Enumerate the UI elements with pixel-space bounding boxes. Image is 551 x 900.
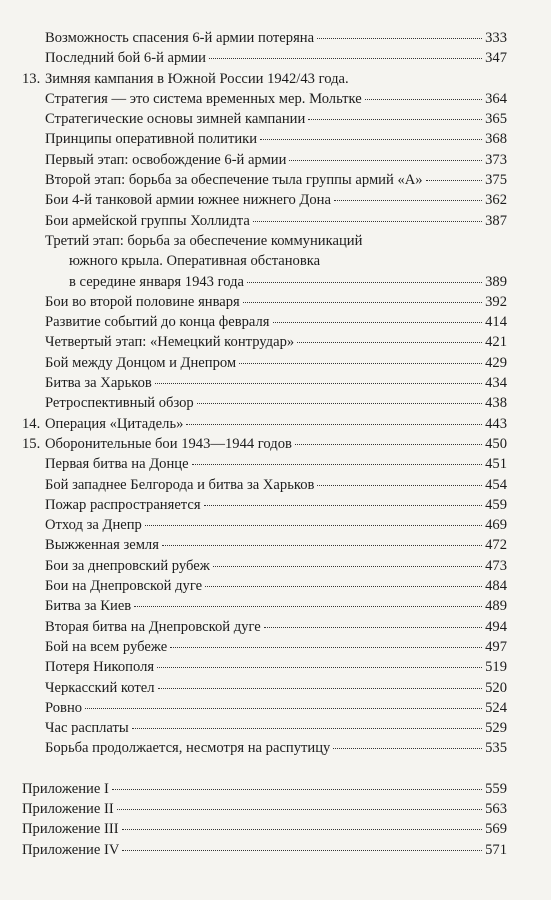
toc-entry-page: 524 <box>485 699 507 716</box>
dot-leader <box>170 647 482 648</box>
chapter-13-heading[interactable] <box>22 69 507 89</box>
toc-entry-page: 375 <box>485 172 507 189</box>
toc-entry[interactable] <box>22 637 507 657</box>
toc-entry-page: 429 <box>485 354 507 371</box>
toc-entry[interactable] <box>22 738 507 758</box>
toc-entry-label: Отход за Днепр <box>45 517 142 534</box>
toc-entry-page: 389 <box>485 273 507 290</box>
chapter-page: 450 <box>485 435 507 452</box>
toc-entry-page: 392 <box>485 293 507 310</box>
dot-leader <box>157 667 482 668</box>
chapter-title: Оборонительные бои 1943—1944 годов <box>45 435 292 452</box>
toc-entry-label-line-1: Третий этап: борьба за обеспечение коммуникаций <box>45 232 363 249</box>
toc-entry[interactable] <box>22 495 507 515</box>
dot-leader <box>134 606 482 607</box>
chapter-title: Зимняя кампания в Южной России 1942/43 года. <box>45 70 349 87</box>
toc-entry-label: Бои на Днепровской дуге <box>45 578 203 595</box>
toc-entry[interactable] <box>22 211 507 231</box>
dot-leader <box>192 464 483 465</box>
dot-leader <box>162 545 482 546</box>
toc-entry-label: Первый этап: освобождение 6-й армии <box>45 151 287 168</box>
toc-entry-page: 438 <box>485 395 507 412</box>
toc-entry-label: Потеря Никополя <box>45 659 155 676</box>
toc-entry[interactable] <box>22 556 507 576</box>
toc-entry[interactable] <box>22 190 507 210</box>
toc-entry-label: Бой между Донцом и Днепром <box>45 354 237 371</box>
dot-leader <box>145 525 482 526</box>
dot-leader <box>260 139 482 140</box>
dot-leader <box>264 627 482 628</box>
toc-entry-label: Развитие событий до конца февраля <box>45 314 270 331</box>
dot-leader <box>308 119 482 120</box>
toc-entry-page: 529 <box>485 720 507 737</box>
toc-entry-label: Вторая битва на Днепровской дуге <box>45 618 261 635</box>
toc-entry-label-line-2: южного крыла. Оперативная обстановка <box>69 253 321 270</box>
toc-entry[interactable] <box>22 170 507 190</box>
toc-entry-page: 365 <box>485 111 507 128</box>
toc-entry-label: Бои за днепровский рубеж <box>45 557 210 574</box>
toc-appendix[interactable] <box>22 779 507 799</box>
toc-entry-page: 364 <box>485 90 507 107</box>
toc-entry-page: 387 <box>485 212 507 229</box>
dot-leader <box>112 789 482 790</box>
toc-entry-label: Бои 4-й танковой армии южнее нижнего Дона <box>45 192 331 209</box>
toc-entry-label: Стратегия — это система временных мер. Мольтке <box>45 90 362 107</box>
toc-entry-page: 569 <box>485 821 507 838</box>
toc-entry-page: 559 <box>485 780 507 797</box>
dot-leader <box>243 302 482 303</box>
dot-leader <box>317 38 482 39</box>
toc-entry-page: 421 <box>485 334 507 351</box>
toc-entry-page: 373 <box>485 151 507 168</box>
toc-entry-page: 519 <box>485 659 507 676</box>
toc-entry[interactable] <box>22 393 507 413</box>
chapter-page: 443 <box>485 415 507 432</box>
toc-entry-label: Ретроспективный обзор <box>45 395 194 412</box>
toc-entry[interactable] <box>22 312 507 332</box>
toc-entry-page: 563 <box>485 800 507 817</box>
toc-entry[interactable] <box>22 150 507 170</box>
toc-entry-page: 459 <box>485 496 507 513</box>
toc-entry-label: Приложение IV <box>22 841 120 858</box>
toc-entry-page: 494 <box>485 618 507 635</box>
toc-entry-page: 469 <box>485 517 507 534</box>
toc-entry-label: Битва за Харьков <box>45 375 152 392</box>
toc-entry-label: Последний бой 6-й армии <box>45 50 206 67</box>
chapter-number: 14. <box>22 415 41 432</box>
toc-entry-label: Приложение III <box>22 821 119 838</box>
toc-entry-label: Бой на всем рубеже <box>45 638 168 655</box>
dot-leader <box>117 809 482 810</box>
toc-appendix[interactable] <box>22 799 507 819</box>
dot-leader <box>253 221 482 222</box>
toc-entry[interactable] <box>22 657 507 677</box>
toc-entry-page: 571 <box>485 841 507 858</box>
table-of-contents <box>22 28 507 860</box>
toc-entry-page: 489 <box>485 598 507 615</box>
toc-entry-label: Четвертый этап: «Немецкий контрудар» <box>45 334 295 351</box>
toc-entry-page: 535 <box>485 740 507 757</box>
dot-leader <box>158 688 483 689</box>
toc-entry-label: Бои во второй половине января <box>45 293 240 310</box>
toc-entry-page: 451 <box>485 456 507 473</box>
toc-entry[interactable] <box>22 332 507 352</box>
toc-entry[interactable] <box>22 109 507 129</box>
toc-entry-label: Приложение II <box>22 800 114 817</box>
dot-leader <box>122 829 483 830</box>
toc-entry-label: Борьба продолжается, несмотря на распутицу <box>45 740 331 757</box>
dot-leader <box>273 322 483 323</box>
dot-leader <box>297 342 482 343</box>
dot-leader <box>317 485 482 486</box>
toc-appendix[interactable] <box>22 840 507 860</box>
toc-entry-label: Принципы оперативной политики <box>45 131 258 148</box>
toc-entry-label: Возможность спасения 6-й армии потеряна <box>45 30 315 46</box>
chapter-15-heading[interactable] <box>22 434 507 454</box>
dot-leader <box>155 383 482 384</box>
dot-leader <box>239 363 482 364</box>
toc-entry[interactable] <box>22 373 507 393</box>
toc-entry[interactable] <box>22 678 507 698</box>
toc-entry[interactable] <box>22 576 507 596</box>
toc-entry-page: 347 <box>485 50 507 67</box>
toc-entry-label: Выжженная земля <box>45 537 159 554</box>
toc-entry-label: Второй этап: борьба за обеспечение тыла группы армий «А» <box>45 172 423 189</box>
toc-entry-page: 333 <box>485 30 507 46</box>
toc-entry-page: 368 <box>485 131 507 148</box>
dot-leader <box>85 708 482 709</box>
toc-entry-page: 484 <box>485 578 507 595</box>
toc-entry-page: 520 <box>485 679 507 696</box>
chapter-number: 15. <box>22 435 41 452</box>
toc-entry[interactable] <box>22 48 507 68</box>
toc-entry-label: Черкасский котел <box>45 679 155 696</box>
dot-leader <box>334 200 482 201</box>
dot-leader <box>197 403 482 404</box>
toc-appendix[interactable] <box>22 819 507 839</box>
toc-entry[interactable] <box>22 718 507 738</box>
dot-leader <box>132 728 482 729</box>
toc-entry-label: Бой западнее Белгорода и битва за Харьков <box>45 476 315 493</box>
toc-entry-label: Бои армейской группы Холлидта <box>45 212 250 229</box>
toc-entry[interactable] <box>22 596 507 616</box>
dot-leader <box>186 424 482 425</box>
toc-entry-page: 454 <box>485 476 507 493</box>
chapter-number: 13. <box>22 70 41 87</box>
toc-entry-label: Битва за Киев <box>45 598 132 615</box>
dot-leader <box>333 748 482 749</box>
dot-leader <box>295 444 482 445</box>
toc-entry-page: 362 <box>485 192 507 209</box>
toc-entry-label: Ровно <box>45 699 83 716</box>
toc-entry-multiline[interactable] <box>22 231 507 292</box>
toc-entry[interactable] <box>22 515 507 535</box>
dot-leader <box>122 850 482 851</box>
toc-entry[interactable] <box>22 89 507 109</box>
toc-entry-label: Стратегические основы зимней кампании <box>45 111 306 128</box>
toc-entry-page: 434 <box>485 375 507 392</box>
toc-entry-last-line <box>45 272 507 292</box>
dot-leader <box>213 566 482 567</box>
dot-leader <box>365 99 482 100</box>
toc-entry-page: 497 <box>485 638 507 655</box>
toc-entry-label: Приложение I <box>22 780 109 797</box>
toc-entry[interactable] <box>22 475 507 495</box>
dot-leader <box>204 505 483 506</box>
toc-entry[interactable] <box>22 698 507 718</box>
dot-leader <box>289 160 482 161</box>
toc-entry[interactable] <box>22 129 507 149</box>
toc-entry-label: Первая битва на Донце <box>45 456 189 473</box>
chapter-14-heading[interactable] <box>22 414 507 434</box>
toc-entry-label-line-3: в середине января 1943 года <box>69 273 245 290</box>
dot-leader <box>209 58 482 59</box>
toc-entry[interactable] <box>22 353 507 373</box>
toc-entry[interactable] <box>22 454 507 474</box>
dot-leader <box>205 586 482 587</box>
dot-leader <box>247 282 482 283</box>
toc-entry-page: 473 <box>485 557 507 574</box>
toc-entry[interactable] <box>22 617 507 637</box>
section-gap <box>22 759 507 779</box>
toc-entry[interactable] <box>22 535 507 555</box>
toc-entry-page: 414 <box>485 314 507 331</box>
toc-entry[interactable] <box>22 292 507 312</box>
toc-entry-label: Пожар распространяется <box>45 496 201 513</box>
dot-leader <box>426 180 483 181</box>
chapter-title: Операция «Цитадель» <box>45 415 184 432</box>
toc-entry-label: Час расплаты <box>45 720 129 737</box>
toc-entry[interactable] <box>22 28 507 48</box>
toc-entry-page: 472 <box>485 537 507 554</box>
